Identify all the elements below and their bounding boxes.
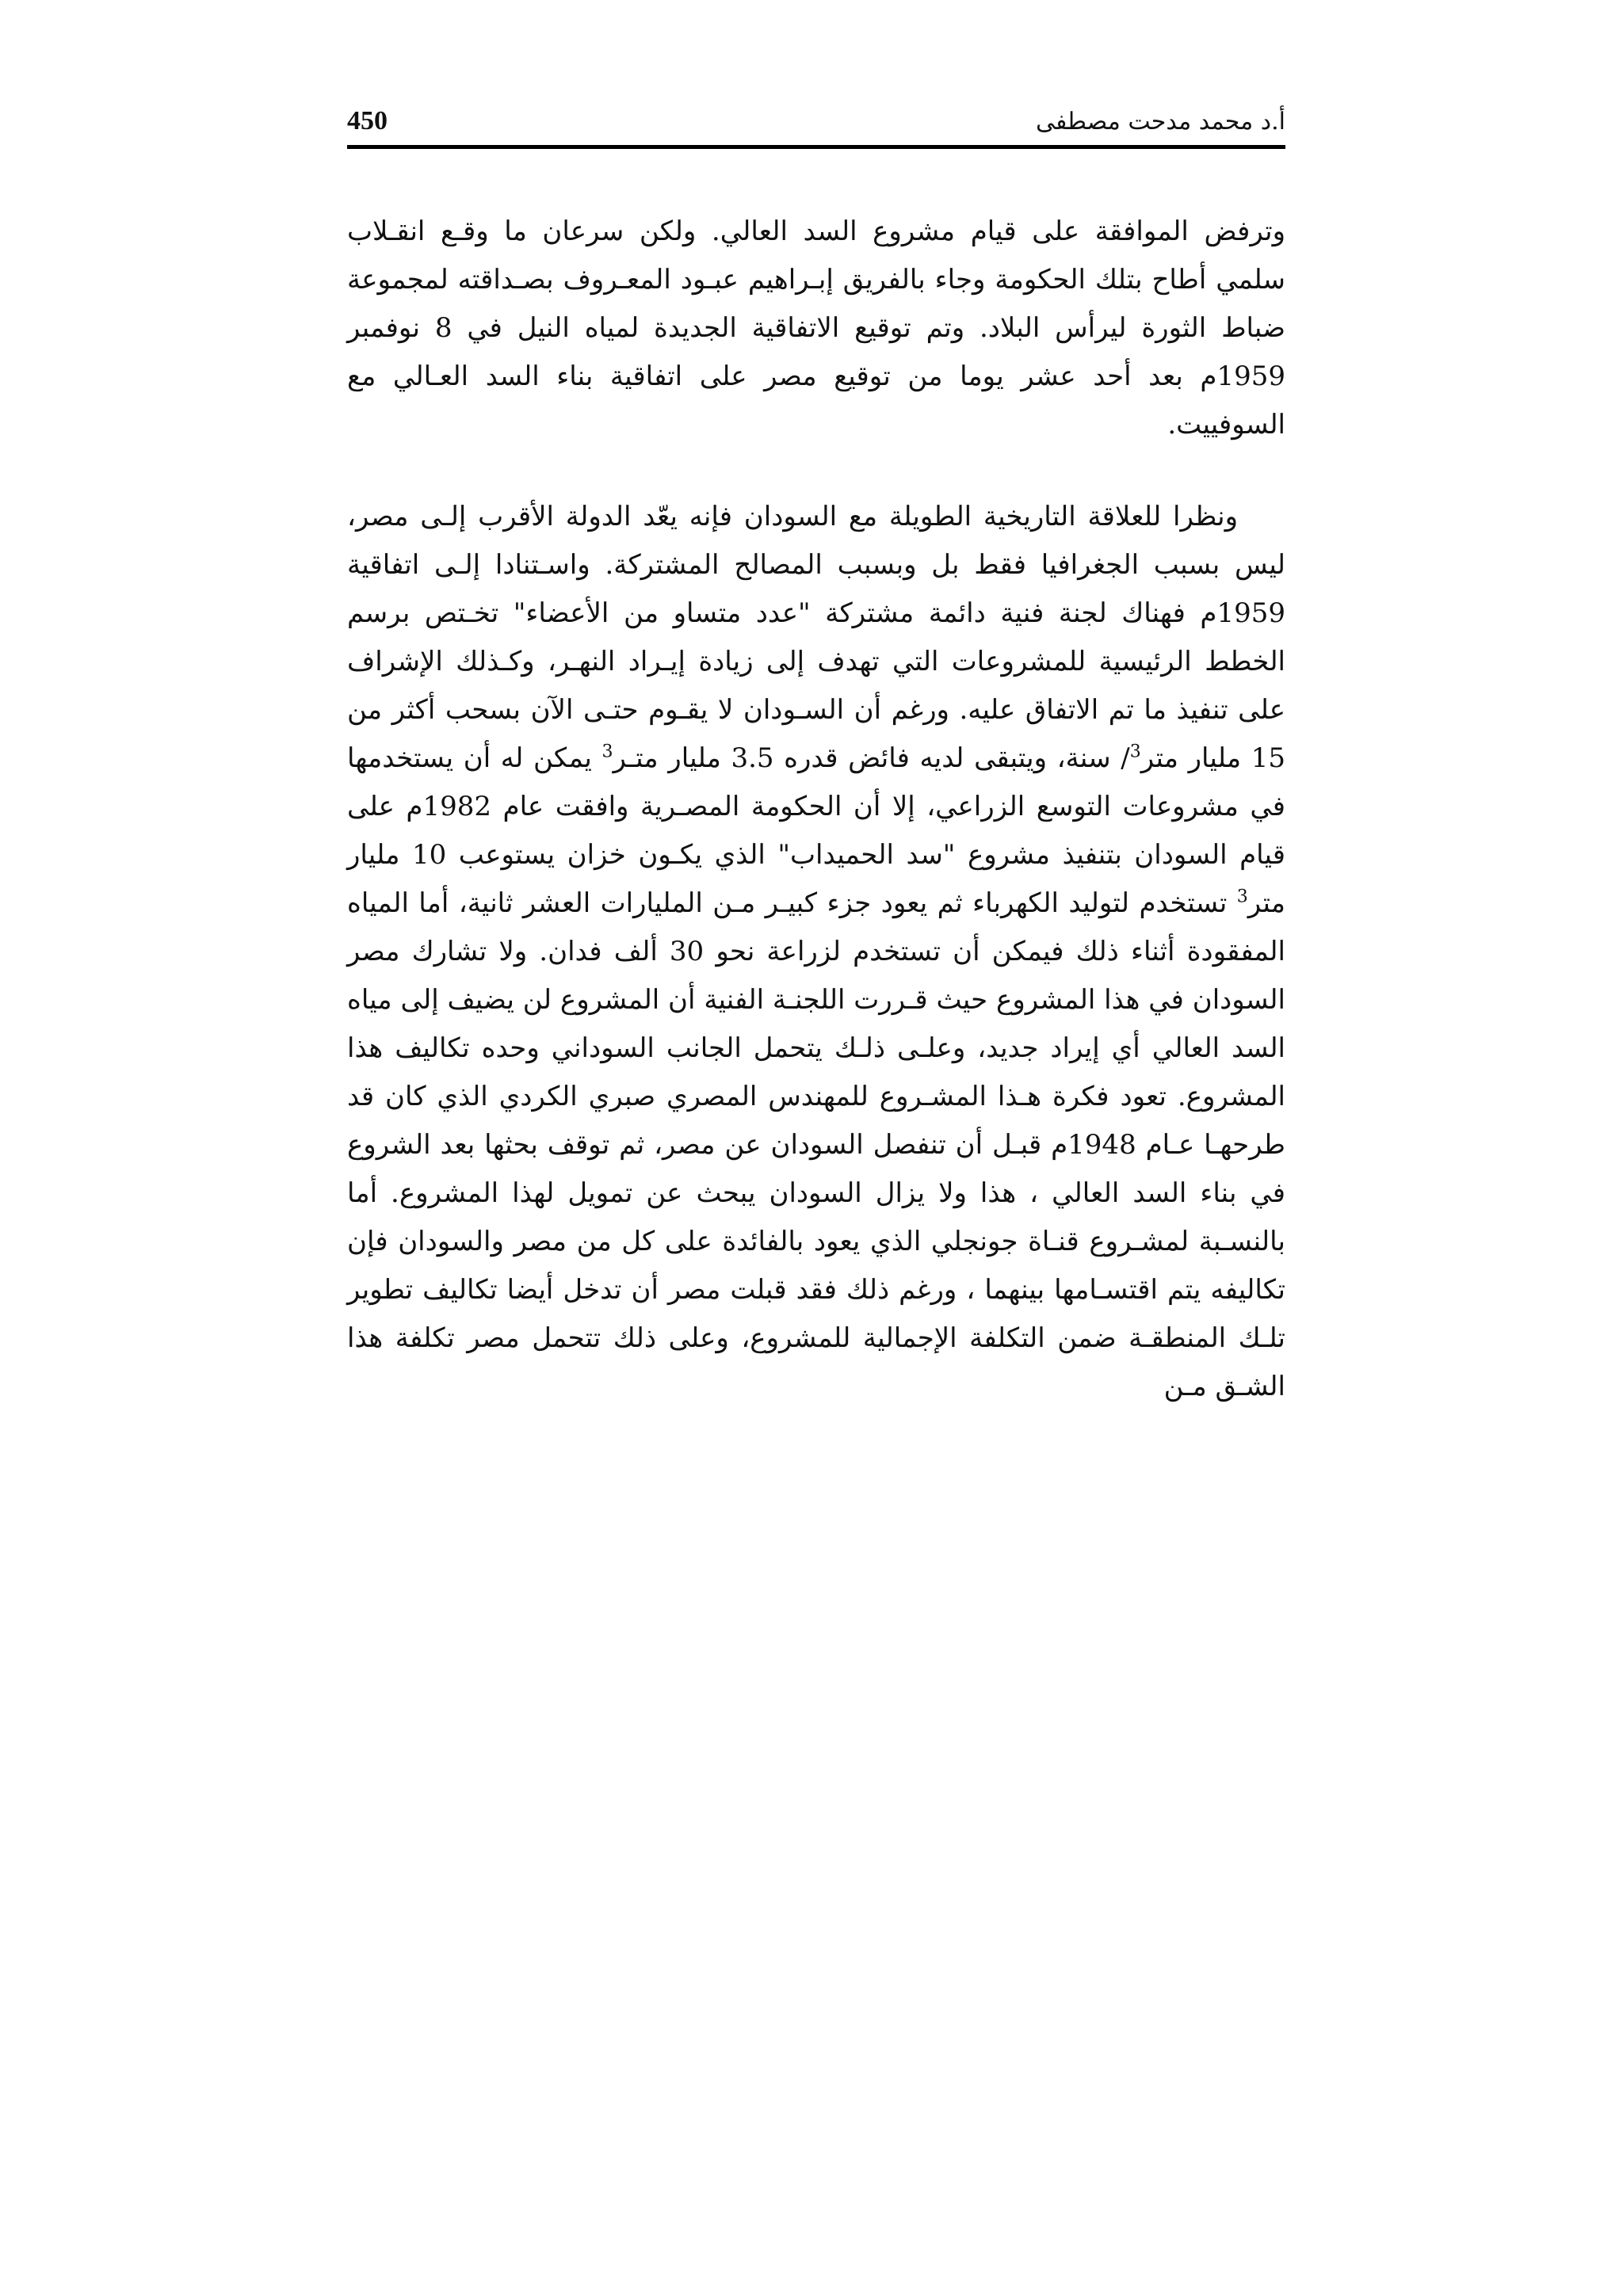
paragraph-2-part-1: ونظرا للعلاقة التاريخية الطويلة مع السودان فإنه يعّد الدولة الأقرب إلـى مصر، ليس بسبب الجغرافيا فقط بل وبسبب المصالح المشتركة. واسـتنادا إلـى اتفاقية 1959م فهناك لجنة فنية دائمة مشتركة "عدد متساو من الأعضاء" تخـتص برسم الخطط الرئيسية للمشروعات التي تهدف إلى زيادة إيـراد النهـر، وكـذلك الإشراف على تنفيذ ما تم الاتفاق عليه. ورغم أن السـودان لا يقـوم حتـى الآن بسحب أكثر من 15 مليار متر: [347, 501, 1285, 774]
paragraph-2: [347, 493, 1285, 1411]
cubic-superscript: 3: [601, 742, 613, 762]
paragraph-2-part-2: / سنة، ويتبقى لديه فائض قدره 3.5 مليار متـر: [613, 742, 1130, 774]
cubic-superscript: 3: [1236, 887, 1248, 907]
body-text: [347, 208, 1285, 1411]
running-head-author: أ.د محمد مدحت مصطفى: [1035, 108, 1285, 135]
paragraph-1: وترفض الموافقة على قيام مشروع السد العالي. ولكن سرعان ما وقـع انقـلاب سلمي أطاح بتلك الحكومة وجاء بالفريق إبـراهيم عبـود المعـروف بصـداقته لمجموعة ضباط الثورة ليرأس البلاد. وتم توقيع الاتفاقية الجديدة لمياه النيل في 8 نوفمبر 1959م بعد أحد عشر يوما من توقيع مصر على اتفاقية بناء السد العـالي مع السوفييت.: [347, 215, 1286, 441]
page-header: [347, 101, 1285, 143]
header-rule: [347, 145, 1285, 149]
paragraph-2-part-4: تستخدم لتوليد الكهرباء ثم يعود جزء كبيـر مـن المليارات العشر ثانية، أما المياه المفقودة أثناء ذلك فيمكن أن تستخدم لزراعة نحو 30 ألف فدان. ولا تشارك مصر السودان في هذا المشروع حيث قـررت اللجنـة الفنية أن المشروع لن يضيف إلى مياه السد العالي أي إيراد جديد، وعلـى ذلـك يتحمل الجانب السوداني وحده تكاليف هذا المشروع. تعود فكرة هـذا المشـروع للمهندس المصري صبري الكردي الذي كان قد طرحهـا عـام 1948م قبـل أن تنفصل السودان عن مصر، ثم توقف بحثها بعد الشروع في بناء السد العالي ، هذا ولا يزال السودان يبحث عن تمويل لهذا المشروع. أما بالنسـبة لمشـروع قنـاة جونجلي الذي يعود بالفائدة على كل من مصر والسودان فإن تكاليفه يتم اقتسـامها بينهما ، ورغم ذلك فقد قبلت مصر أن تدخل أيضا تكاليف تطوير تلـك المنطقـة ضمن التكلفة الإجمالية للمشروع، وعلى ذلك تتحمل مصر تكلفة هذا الشـق مـن: [347, 887, 1285, 1402]
cubic-superscript: 3: [1129, 742, 1141, 762]
page-number: 450: [347, 106, 388, 135]
paragraph-2-part-3: يمكن له أن يستخدمها في مشروعات التوسع الزراعي، إلا أن الحكومة المصـرية وافقت عام 1982م على قيام السودان بتنفيذ مشروع "سد الحميداب" الذي يكـون خزان يستوعب 10 مليار متر: [347, 742, 1285, 919]
